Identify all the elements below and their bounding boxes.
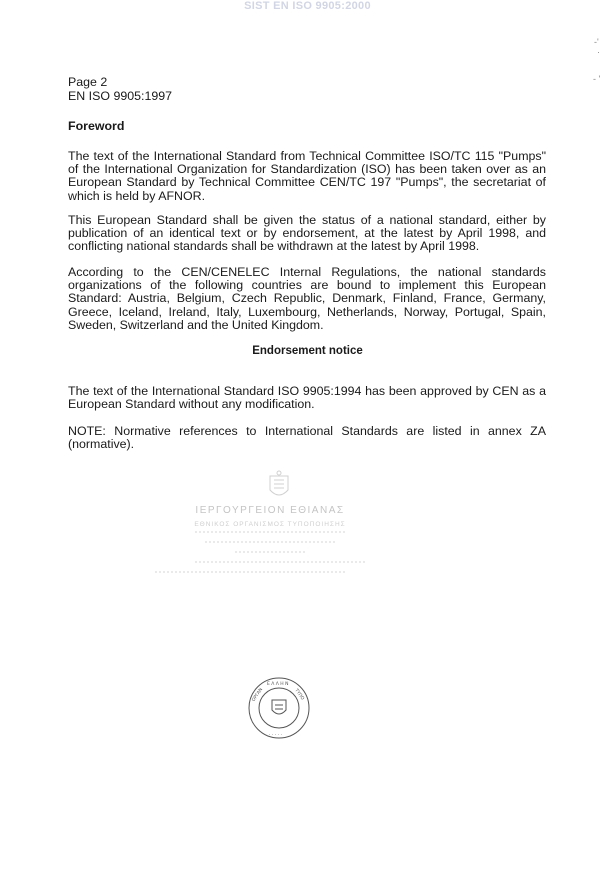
endorsement-paragraph: The text of the International Standard ISO 9905:1994 has been approved by CEN as a European Standard without any modification. — [68, 384, 546, 412]
endorsement-note: NOTE: Normative references to International Standards are listed in annex ZA (normative). — [68, 424, 546, 452]
foreword-paragraph-3: According to the CEN/CENELEC Internal Regulations, the national standards organizations of the following countries are bound to implement this European Standard: Austria, Belgium, Czech Republic, Denmark, Finland, France, Germany, Greece, Iceland, Ireland, Italy, Luxembourg, Netherlands, Norway, Portugal, Spain, Sweden, Switzerland and the United Kingdom. — [68, 265, 546, 332]
foreword-heading: Foreword — [68, 119, 125, 133]
svg-text:ΤΥΠΟ: ΤΥΠΟ — [293, 688, 305, 702]
stamp-faded-text — [155, 528, 385, 583]
svg-text:· · · · ·: · · · · · — [269, 733, 282, 738]
page-number: Page 2 — [68, 75, 108, 89]
svg-text:ΟΡΓΑΝ: ΟΡΓΑΝ — [251, 687, 265, 703]
page-header — [68, 75, 172, 103]
endorsement-heading: Endorsement notice — [252, 345, 363, 357]
official-seal-icon — [247, 676, 311, 740]
stamp-organization-line: ΕΘΝΙΚΟΣ ΟΡΓΑΝΙΣΜΟΣ ΤΥΠΟΠΟΙΗΣΗΣ — [194, 521, 346, 528]
margin-mark: -' — [594, 37, 599, 47]
coat-of-arms-icon — [262, 470, 296, 504]
foreword-paragraph-1: The text of the International Standard from Technical Committee ISO/TC 115 "Pumps" of the International Organization for Standardization (ISO) has been taken over as an European Standard by Technical Committee CEN/TC 197 "Pumps", the secretariat of which is held by AFNOR. — [68, 149, 546, 203]
watermark: SIST EN ISO 9905:2000 — [244, 0, 371, 12]
document-reference: EN ISO 9905:1997 — [68, 89, 173, 103]
stamp-ministry-line: ΙΕΡΓΟΥΡΓΕΙΟΝ ΕΘΙΑΝΑΣ — [195, 505, 345, 516]
margin-mark: · — [597, 47, 600, 57]
svg-text:Ε Λ Λ Η Ν: Ε Λ Λ Η Ν — [267, 682, 289, 687]
foreword-paragraph-2: This European Standard shall be given the status of a national standard, either by publication of an identical text or by endorsement, at the latest by April 1998, and conflicting national standards shall be withdrawn at the latest by April 1998. — [68, 213, 546, 254]
margin-mark: - ' — [593, 74, 601, 84]
